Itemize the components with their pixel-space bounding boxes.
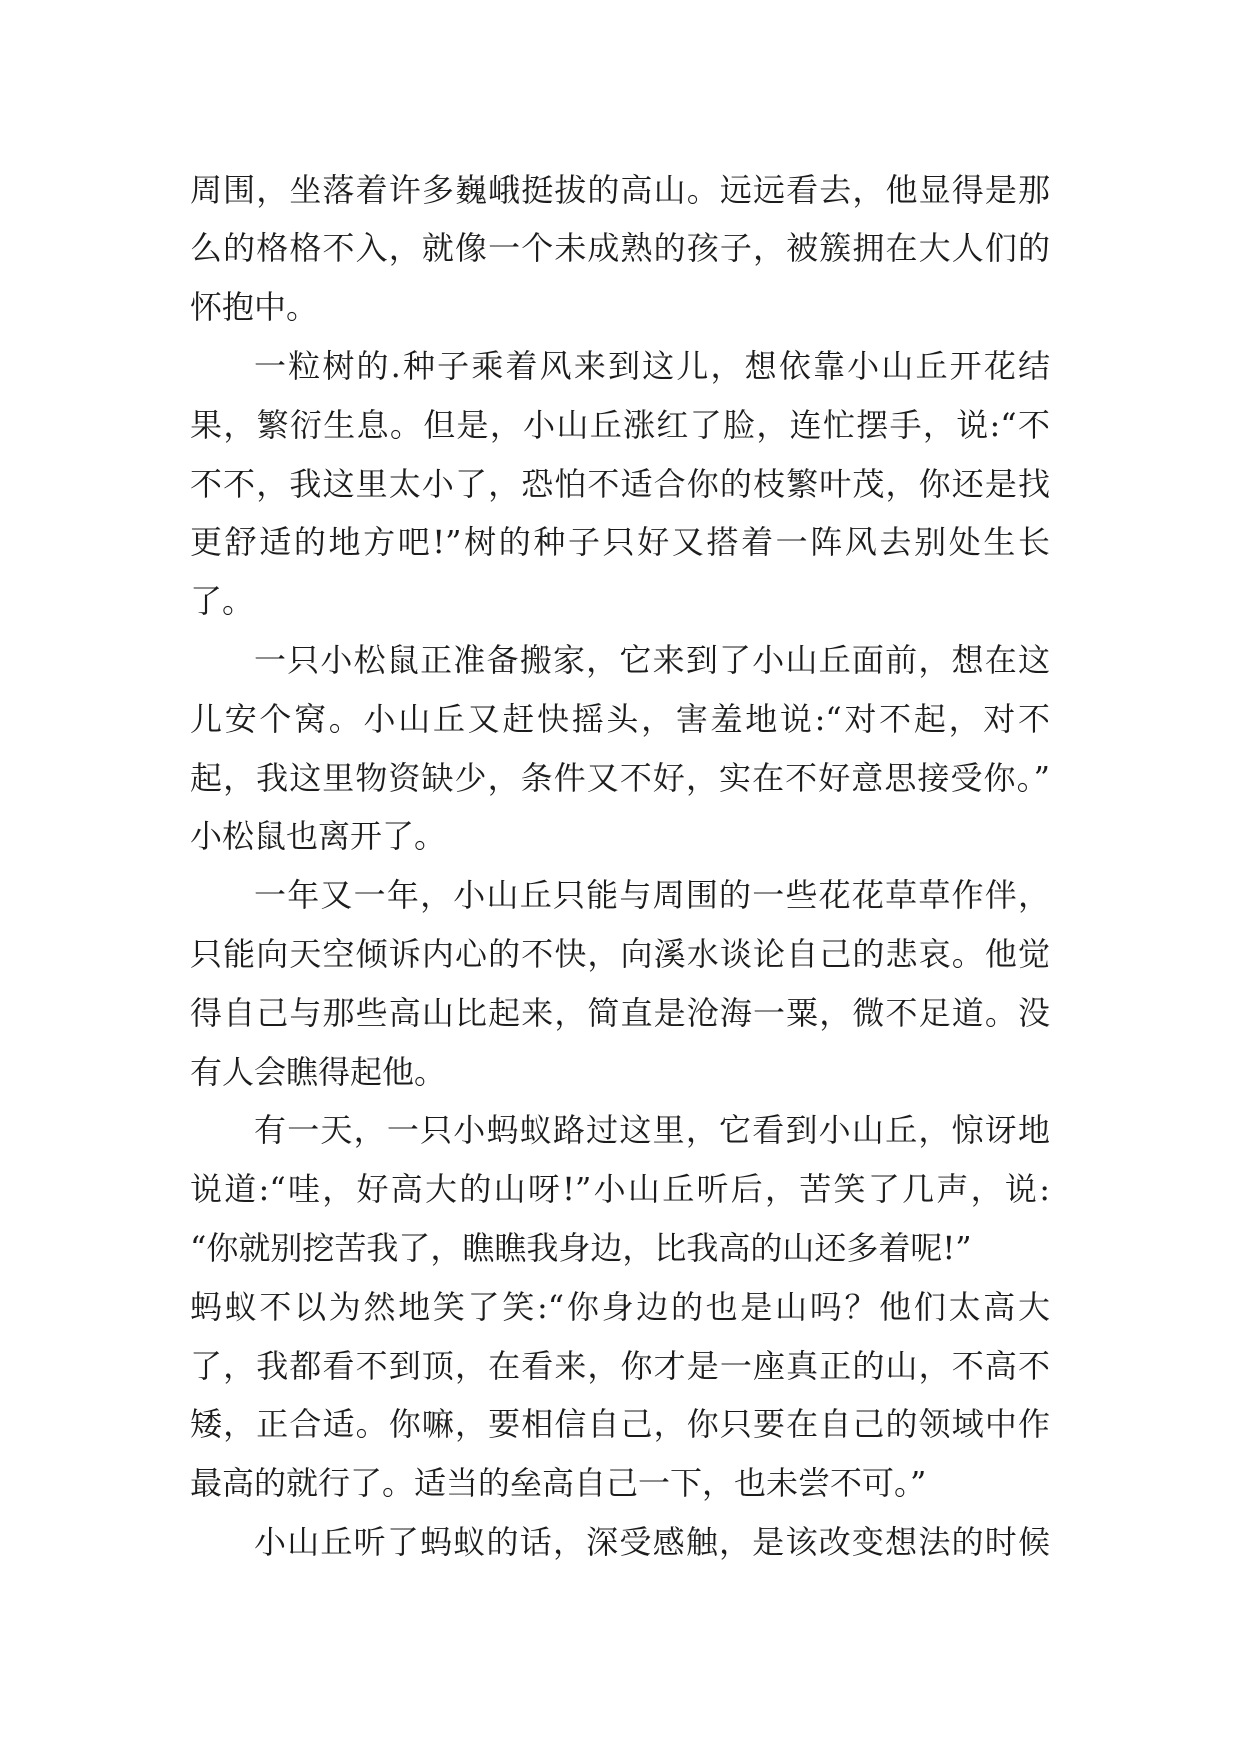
text-line: 得自己与那些高山比起来，简直是沧海一粟，微不足道。没 (190, 993, 1050, 1032)
text-line: 小松鼠也离开了。 (190, 817, 447, 856)
text-line: 起，我这里物资缺少，条件又不好，实在不好意思接受你。” (190, 758, 1050, 797)
paragraph (190, 1101, 1050, 1513)
text-line: 更舒适的地方吧!”树的种子只好又搭着一阵风去别处生长 (190, 523, 1050, 562)
text-line: 有人会瞧得起他。 (190, 1052, 447, 1091)
paragraph (190, 866, 1050, 1101)
text-line: 果，繁衍生息。但是，小山丘涨红了脸，连忙摆手，说:“不 (190, 405, 1050, 444)
text-line: 儿安个窝。小山丘又赶快摇头，害羞地说:“对不起，对不 (190, 699, 1050, 738)
text-line: “你就别挖苦我了，瞧瞧我身边，比我高的山还多着呢!” (190, 1228, 972, 1267)
text-line: 只能向天空倾诉内心的不快，向溪水谈论自己的悲哀。他觉 (190, 934, 1050, 973)
paragraph (190, 631, 1050, 866)
text-line: 一年又一年，小山丘只能与周围的一些花花草草作伴， (254, 876, 1050, 915)
body-text (190, 161, 1050, 1572)
paragraph (190, 337, 1050, 631)
text-line: 一只小松鼠正准备搬家，它来到了小山丘面前，想在这 (254, 640, 1050, 679)
text-line: 怀抱中。 (190, 288, 319, 327)
text-line: 矮，正合适。你嘛，要相信自己，你只要在自己的领域中作 (190, 1405, 1050, 1444)
text-line: 蚂蚁不以为然地笑了笑:“你身边的也是山吗？他们太高大 (190, 1287, 1050, 1326)
text-line: 最高的就行了。适当的垒高自己一下，也未尝不可。” (190, 1464, 927, 1503)
text-line: 么的格格不入，就像一个未成熟的孩子，被簇拥在大人们的 (190, 229, 1050, 268)
text-line: 说道:“哇，好高大的山呀!”小山丘听后，苦笑了几声，说: (190, 1170, 1050, 1209)
text-line: 了。 (190, 582, 255, 621)
text-line: 有一天，一只小蚂蚁路过这里，它看到小山丘，惊讶地 (254, 1111, 1050, 1150)
paragraph (190, 161, 1050, 337)
text-line: 周围，坐落着许多巍峨挺拔的高山。远远看去，他显得是那 (190, 170, 1050, 209)
text-line: 一粒树的.种子乘着风来到这儿，想依靠小山丘开花结 (254, 346, 1050, 385)
paragraph (190, 1513, 1050, 1572)
text-line: 不不，我这里太小了，恐怕不适合你的枝繁叶茂，你还是找 (190, 464, 1050, 503)
text-line: 小山丘听了蚂蚁的话，深受感触，是该改变想法的时候 (254, 1522, 1050, 1561)
text-line: 了，我都看不到顶，在看来，你才是一座真正的山，不高不 (190, 1346, 1050, 1385)
